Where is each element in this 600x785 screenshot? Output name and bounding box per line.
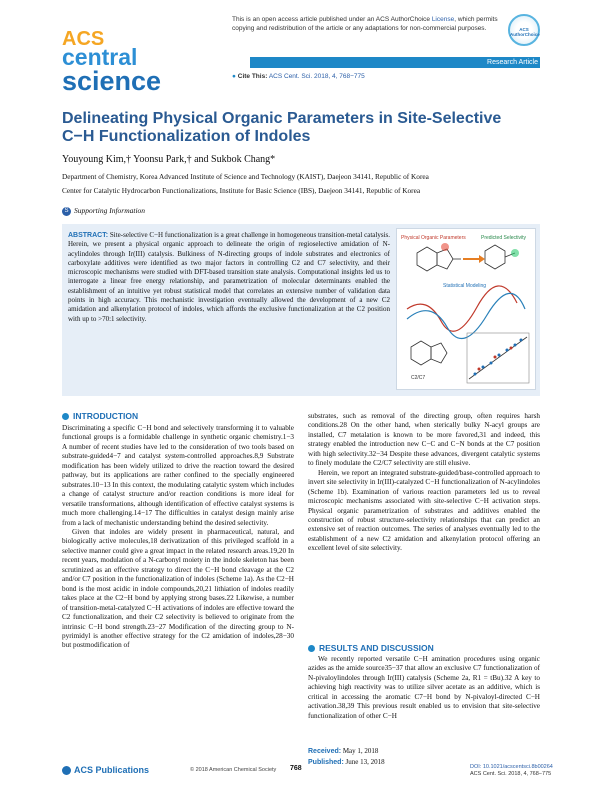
intro-paragraph-2: Given that indoles are widely present in pharmaceutical, natural, and biologically active molecules,18 derivatization of this privileged scaffold in a selective manner could give a great impact in the related research areas.19,20 In recent years, modulation of a N-carbonyl moiety in the indole skeleton has been scrutinized as an effective strategy to direct the C−H bond cleavage at the C2 and/or C7 position in the functionalization of indoles (Scheme 1a). As the C2−H bond is the most acidic in indole compounds,20,21 lithiation of indoles readily takes place at the C2−H bond by applying strong bases.22 Likewise, a number of transition-metal-catalyzed C−H activations of indoles are effective toward the C2 functionalization, and their C2 selectivity is believed to originate from the intrinsic C−H bond strength.23−27 Modification of the directing group to N-pyrimidyl is another effective strategy for the C2 amidation of indoles,28−30 but postmodification of (62, 527, 294, 650)
results-paragraph-1: We recently reported versatile C−H amination procedures using organic azides as the amide source35−37 that allow an exclusive C7 functionalization of N-pivaloylindoles through Ir(III) catalysis (Scheme 2a, R1 = tBu).32 A key to achieving high reactivity was to utilize silver acetate as an additive, which is critical in accessing the aromatic C7−H bond by N-pivaloyl-directed C−H activation.38,39 This previous result enabled us to envision that site-selective functionalization of other C−H (308, 655, 540, 720)
published-date: Published: June 13, 2018 (308, 758, 385, 766)
publication-dates (308, 746, 385, 768)
page-number: 768 (290, 765, 302, 772)
abstract-body: Site-selective C−H functionalization is a great challenge in homogeneous transition-metal catalysis. Herein, we present a physical organic approach to delineate the origin of regioselective amidation of N-acylindoles through Ir(III) catalysis. Bulkiness of N-directing groups of indole substrates and electronics of carboxylate additives were identified as two major factors in controlling C2 and C7 selectivity, and their microscopic mechanisms were studied with DFT-based transition state analysis. Computational insights led us to interrogate a linear free energy relationship, and parametrization of molecular determinants enabled the establishment of an intuitive yet robust statistical model that correlates an extensive number of validation data points in high accuracy. This mechanistic investigation eventually allowed the development of a new C2 amidation and alkenylation protocol of indoles, which affords the exclusive functionalization at the C2 position with up to >70:1 selectivity. (68, 231, 390, 323)
right-column-top (308, 412, 540, 554)
intro-paragraph-1: Discriminating a specific C−H bond and selectively transforming it to valuable functional groups is a formidable challenge in synthetic organic chemistry.1−3 A number of recent studies have led to the consideration of two tools based on substrate-guided4−7 and catalyst system-controlled approaches.8,9 Substrate modification has been widely utilized to drive the reaction toward the desired pathway, but its applications are rather confined to the specially engineered substrates.10−13 In this context, the modulating catalytic system which includes a change of catalyst structure and/or reaction conditions is more ideal for versatile transformations, although identification of effective catalyst systems is much more challenging.14−17 The difficulties in catalyst design mainly arise from a lack of mechanistic understanding behind the desired selectivity. (62, 424, 294, 527)
citation-line (232, 73, 365, 80)
left-column (62, 424, 294, 651)
highlight-dot (511, 249, 519, 257)
intro-paragraph-4: Herein, we report an integrated substrate-guided/base-controlled approach to invert site selectivity in Ir(III)-catalyzed C−H functionalization of N-acylindoles (Scheme 1b). Examination of various reaction parameters led us to reveal microscopic mechanisms associated with site-selective C−H activation steps. Physical organic parametrization of substrates and additives enabled the construction of robust structure-selectivity relationships that can predict an extensive set of reaction outcomes. The series of analyses eventually led to the establishment of a new C2 amidation and alkenylation protocol offering an excellent level of site selectivity. (308, 468, 540, 553)
journal-logo-central: central (62, 44, 138, 70)
authorchoice-seal-icon: ACS AuthorChoice (508, 14, 540, 46)
intro-paragraph-3: substrates, such as removal of the directing group, often requires harsh conditions.28 On the other hand, when sterically bulky N-acyl groups are installed, C7 metalation is known to be more favored,31 and indeed, this strategy enabled the introduction new C−C and C−N bonds at the C7 position with high selectivity.32−34 Despite these advances, divergent catalytic systems to finely modulate the C2/C7 selectivity are still elusive. (308, 412, 540, 468)
energy-profile-blue (407, 293, 525, 338)
copyright-notice: © 2018 American Chemical Society (190, 767, 277, 773)
paper-title: Delineating Physical Organic Parameters in Site-Selective C−H Functionalization of Indoles (62, 110, 502, 145)
doi-block (470, 764, 553, 778)
received-date: Received: May 1, 2018 (308, 747, 379, 755)
supporting-info-icon: S (62, 207, 71, 216)
license-link[interactable]: License (431, 16, 455, 23)
journal-reference: ACS Cent. Sci. 2018, 4, 768−775 (470, 771, 552, 777)
results-heading: RESULTS AND DISCUSSION (308, 643, 434, 653)
cite-reference-link[interactable]: ACS Cent. Sci. 2018, 4, 768−775 (268, 73, 365, 80)
section-bullet-icon (62, 413, 69, 420)
section-bullet-icon (308, 645, 315, 652)
abstract (68, 231, 390, 324)
acs-logo-icon (62, 766, 71, 775)
graphic-label-c2c7: C2/C7 (411, 375, 426, 381)
regression-line (469, 337, 527, 379)
abstract-label: ABSTRACT: (68, 232, 109, 239)
arrow-head-icon (479, 255, 485, 263)
graphic-label-selectivity: Predicted Selectivity (481, 235, 527, 241)
right-column-results (308, 655, 540, 721)
author-list: Youyoung Kim,† Yoonsu Park,† and Sukbok Chang* (62, 154, 276, 165)
acs-publications-logo[interactable]: ACS Publications (62, 765, 149, 775)
highlight-dot (441, 243, 449, 251)
graphic-label-modeling: Statistical Modeling (443, 283, 487, 289)
toc-graphic-svg (397, 229, 537, 391)
toc-graphic (396, 228, 536, 390)
molecule-sketch-2 (411, 341, 447, 365)
supporting-information-link[interactable]: S Supporting Information (62, 206, 145, 216)
cite-label: Cite This: (237, 73, 268, 80)
cite-icon: ● (232, 73, 236, 80)
graphic-label-parameters: Physical Organic Parameters (401, 235, 466, 241)
affiliation-2: Center for Catalytic Hydrocarbon Functionalizations, Institute for Basic Science (IBS), Daejeon 34141, Republic of Korea (62, 186, 421, 195)
affiliation-1: Department of Chemistry, Korea Advanced Institute of Science and Technology (KAIST), Daejeon 34141, Republic of Korea (62, 172, 429, 181)
journal-logo-acs: ACS (62, 28, 105, 50)
doi-link[interactable]: DOI: 10.1021/acscentsci.8b00264 (470, 764, 553, 770)
open-access-notice: This is an open access article published under an ACS AuthorChoice License, which permits copying and redistribution of the article or any adaptations for non-commercial purposes. (232, 16, 498, 32)
introduction-heading: INTRODUCTION (62, 411, 138, 421)
energy-profile-red (407, 286, 517, 331)
article-type-label: Research Article (487, 59, 538, 66)
journal-logo-science: science (62, 66, 162, 96)
